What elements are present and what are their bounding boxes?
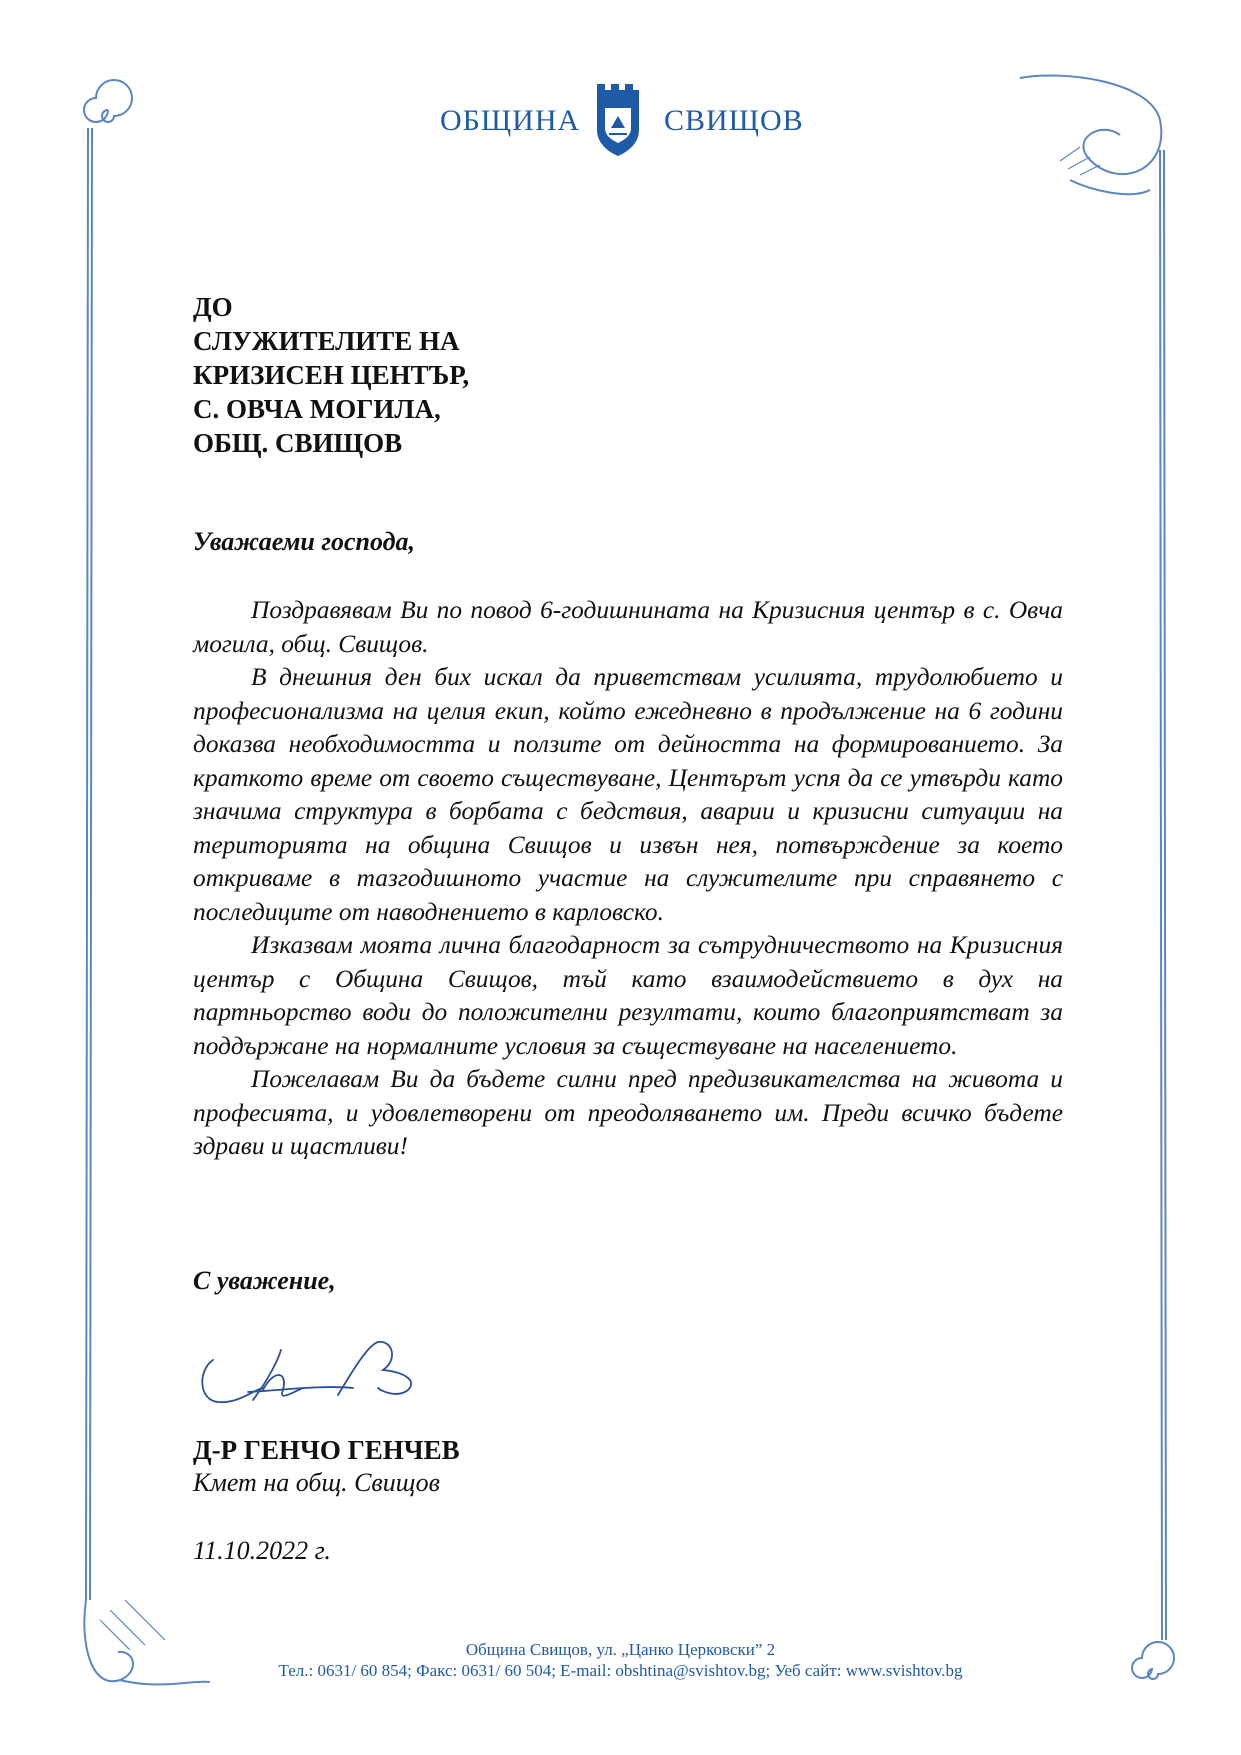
addressee-block — [193, 290, 469, 460]
signer-name: Д-Р ГЕНЧО ГЕНЧЕВ — [193, 1435, 460, 1465]
signer-title: Кмет на общ. Свищов — [193, 1468, 440, 1497]
handwritten-signature — [193, 1330, 443, 1420]
addressee-line: ОБЩ. СВИЩОВ — [193, 428, 403, 458]
footer-address: Община Свищов, ул. „Цанко Церковски” 2 — [465, 1640, 776, 1659]
coat-of-arms-icon — [593, 78, 643, 156]
addressee-line: СЛУЖИТЕЛИТЕ НА — [193, 326, 460, 356]
body-paragraph: Изказвам моята лична благодарност за сътрудничеството на Кризисния център с Община Свищов, тъй като взаимодействието в дух на партньорство води до положителни резултати, които благоприятстват за поддържане на нормалните условия за съществуване на населението. — [193, 931, 1063, 1060]
footer-contacts: Тел.: 0631/ 60 854; Факс: 0631/ 60 504; E-mail: obshtina@svishtov.bg; Уеб сайт: www.svishtov.bg — [278, 1661, 963, 1680]
letter-body — [193, 594, 1063, 1164]
letter-date: 11.10.2022 г. — [193, 1536, 331, 1565]
body-paragraph: Поздравявам Ви по повод 6-годишнината на Кризисния център в с. Овча могила, общ. Свищов. — [193, 596, 1063, 658]
body-paragraph: Пожелавам Ви да бъдете силни пред предизвикателства на живота и професията, и удовлетворени от преодоляването им. Преди всичко бъдете здрави и щастливи! — [193, 1065, 1063, 1160]
letterhead — [0, 78, 1241, 158]
addressee-line: КРИЗИСЕН ЦЕНТЪР, — [193, 360, 470, 390]
addressee-line: ДО — [193, 292, 233, 322]
salutation: Уважаеми господа, — [193, 527, 416, 556]
body-paragraph: В днешния ден бих искал да приветствам усилията, трудолюбието и професионализма на целия екип, който ежедневно в продължение на 6 години доказва необходимостта и ползите от дейността на формированието. За краткото време от своето съществуване, Центърът успя да се утвърди като значима структура в борбата с бедствия, аварии и кризисни ситуации на територията на община Свищов и извън нея, потвърждение за което откриваме в тазгодишното участие на служителите при справянето с последиците от наводнението в карловско. — [193, 663, 1063, 926]
letterhead-left-word: ОБЩИНА — [440, 104, 581, 137]
addressee-line: С. ОВЧА МОГИЛА, — [193, 394, 441, 424]
letterhead-right-word: СВИЩОВ — [664, 104, 804, 137]
closing: С уважение, — [193, 1266, 336, 1295]
